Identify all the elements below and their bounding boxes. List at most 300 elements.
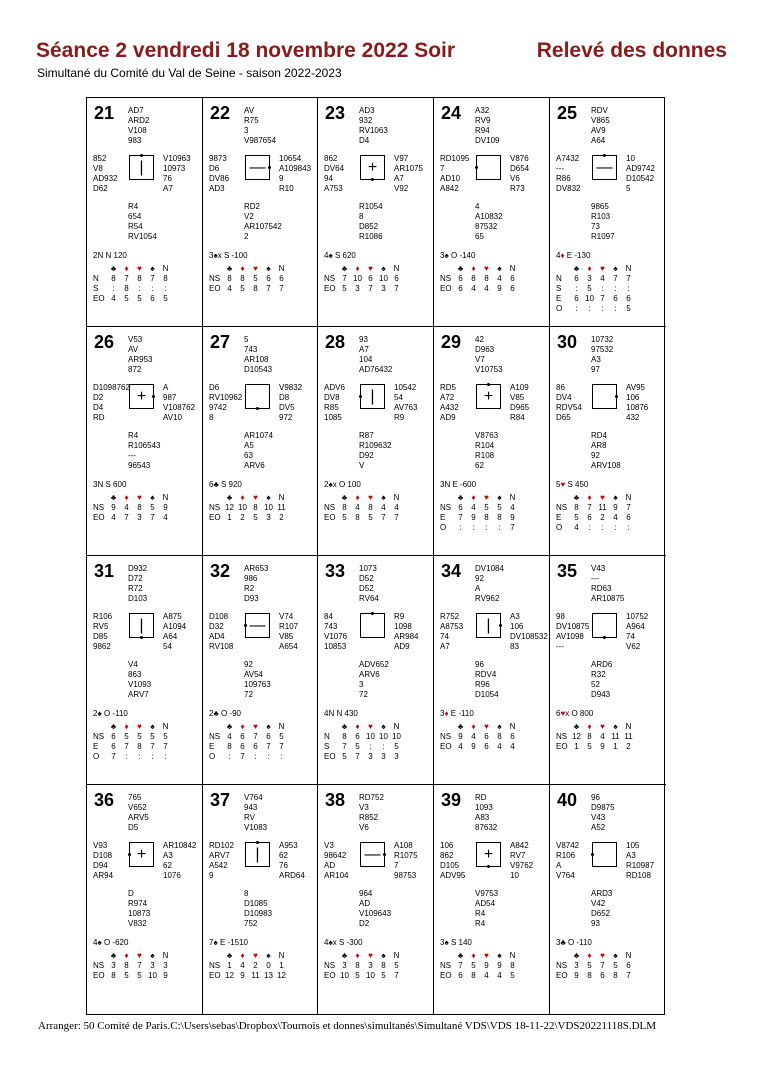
suit-header-symbol: ♦ [240, 264, 245, 273]
tricks-value: 10 [366, 971, 375, 980]
tricks-row [556, 304, 635, 314]
south-suit-holding: ARD6 [591, 660, 613, 669]
suit-header-symbol: ♦ [124, 951, 129, 960]
tricks-value: : [280, 752, 283, 761]
board-number: 25 [557, 103, 578, 123]
tricks-value: 6 [458, 971, 463, 980]
west-hand [556, 841, 579, 881]
suit-header-symbol: ♣ [341, 722, 348, 731]
tricks-table [93, 493, 172, 523]
south-suit-holding: V1093 [128, 680, 152, 689]
vulnerability-mark [593, 385, 616, 408]
suit-header-symbol: N [162, 264, 169, 273]
west-suit-holding: V8742 [556, 841, 580, 850]
suit-header-symbol: ♥ [253, 493, 258, 502]
board-number: 34 [441, 561, 462, 581]
suit-header-symbol: ♥ [253, 722, 258, 731]
tricks-value: 9 [600, 742, 605, 751]
suit-header-symbol: ♦ [240, 493, 245, 502]
tricks-row-label: E [93, 742, 99, 751]
east-suit-holding: 98753 [394, 871, 417, 880]
east-hand [279, 383, 302, 423]
tricks-value: 4 [124, 503, 129, 512]
west-suit-holding: D6 [209, 164, 220, 173]
west-suit-holding: 94 [324, 174, 333, 183]
tricks-row-label: S [556, 284, 562, 293]
board-cell [318, 327, 434, 556]
board-number: 31 [94, 561, 115, 581]
west-suit-holding: RD1095 [440, 154, 470, 163]
tricks-value: 7 [279, 284, 284, 293]
south-hand [128, 431, 160, 471]
tricks-value: 5 [368, 513, 373, 522]
suit-header-symbol: N [162, 951, 169, 960]
east-suit-holding: 10 [510, 871, 519, 880]
tricks-row-label: EO [324, 284, 336, 293]
tricks-header-blank [324, 264, 338, 274]
tricks-value: 3 [266, 513, 271, 522]
tricks-value: 10 [366, 732, 375, 741]
tricks-value: 6 [600, 971, 605, 980]
north-hand [359, 335, 392, 375]
suit-header-symbol: ♠ [150, 722, 155, 731]
tricks-value: 9 [111, 503, 116, 512]
tricks-value: 4 [111, 294, 116, 303]
tricks-value: : [485, 523, 488, 532]
west-hand [440, 841, 465, 881]
tricks-value: 7 [124, 274, 129, 283]
south-suit-holding: --- [128, 451, 136, 460]
north-suit-holding: 96 [591, 793, 600, 802]
suit-header-symbol: ♥ [137, 264, 142, 273]
compass-box [476, 842, 501, 867]
suit-header-symbol: N [625, 493, 632, 502]
tricks-value: 3 [587, 274, 592, 283]
vulnerability-mark: — [596, 159, 613, 176]
suit-header-symbol: ♦ [124, 493, 129, 502]
tricks-row-label: EO [440, 971, 452, 980]
tricks-value: 4 [111, 513, 116, 522]
east-suit-holding: D10542 [626, 174, 655, 183]
east-suit-holding: 54 [163, 642, 172, 651]
par-contract: 2N N 120 [93, 251, 127, 260]
north-suit-holding: V652 [128, 803, 147, 812]
west-hand [440, 612, 463, 652]
west-suit-holding: 9742 [209, 403, 227, 412]
west-suit-holding: RDV54 [556, 403, 582, 412]
north-suit-holding: AR953 [128, 355, 153, 364]
tricks-header [440, 264, 519, 274]
east-hand [626, 612, 648, 652]
west-suit-holding: 84 [324, 612, 333, 621]
west-suit-holding: D65 [556, 413, 571, 422]
east-suit-holding: V85 [510, 393, 525, 402]
tricks-value: 3 [368, 752, 373, 761]
east-hand [394, 612, 418, 652]
tricks-value: 3 [368, 961, 373, 970]
west-suit-holding: R106 [93, 612, 113, 621]
north-suit-holding: AV [244, 106, 255, 115]
north-suit-holding: 986 [244, 574, 258, 583]
east-suit-holding: V6 [510, 174, 520, 183]
suit-header-symbol: ♣ [226, 264, 233, 273]
tricks-header-blank [93, 951, 107, 961]
board-cell [550, 785, 666, 1014]
board-number: 27 [210, 332, 231, 352]
tricks-value: 3 [342, 961, 347, 970]
east-suit-holding: V10963 [163, 154, 191, 163]
board-number: 30 [557, 332, 578, 352]
tricks-value: 9 [484, 961, 489, 970]
tricks-value: : [267, 752, 270, 761]
west-suit-holding: 86 [556, 383, 565, 392]
east-suit-holding: V62 [626, 642, 641, 651]
west-suit-holding: AR94 [93, 871, 114, 880]
tricks-value: : [112, 284, 115, 293]
tricks-value: 12 [225, 503, 234, 512]
tricks-value: 9 [510, 513, 515, 522]
west-suit-holding: A753 [324, 184, 343, 193]
south-suit-holding: D1054 [475, 690, 499, 699]
suit-header-symbol: ♥ [600, 264, 605, 273]
suit-header-symbol: ♠ [497, 264, 502, 273]
suit-header-symbol: ♥ [484, 722, 489, 731]
tricks-value: 5 [150, 732, 155, 741]
tricks-value: 3 [574, 961, 579, 970]
board-number: 23 [325, 103, 346, 123]
board-number: 29 [441, 332, 462, 352]
tricks-row-label: EO [324, 752, 336, 761]
suit-header-symbol: ♦ [355, 951, 360, 960]
west-suit-holding: R86 [556, 174, 571, 183]
east-suit-holding: 987 [163, 393, 177, 402]
tricks-row-label: NS [556, 961, 568, 970]
west-suit-holding: D2 [93, 393, 104, 402]
tricks-row-label: N [324, 732, 330, 741]
compass-box [592, 613, 617, 638]
tricks-value: : [498, 523, 501, 532]
west-suit-holding: A7 [440, 642, 450, 651]
east-hand [510, 841, 533, 881]
tricks-value: 5 [587, 284, 592, 293]
north-suit-holding: V43 [591, 813, 606, 822]
west-hand [324, 612, 347, 652]
par-contract: 3N S 600 [93, 480, 127, 489]
south-suit-holding: 93 [591, 919, 600, 928]
east-suit-holding: AV763 [394, 403, 418, 412]
west-suit-holding: D105 [440, 861, 460, 870]
tricks-row [209, 752, 288, 762]
vulnerability-mark: | [486, 617, 491, 634]
compass-box [476, 155, 501, 180]
west-suit-holding: 9862 [93, 642, 111, 651]
east-suit-holding: A109843 [279, 164, 312, 173]
board-number: 28 [325, 332, 346, 352]
east-suit-holding: 83 [510, 642, 519, 651]
south-suit-holding: R109632 [359, 441, 392, 450]
east-suit-holding: 62 [279, 851, 288, 860]
tricks-header [556, 493, 635, 503]
tricks-table [324, 951, 403, 981]
tricks-row-label: NS [93, 961, 105, 970]
tricks-value: 4 [381, 503, 386, 512]
tricks-value: 8 [471, 971, 476, 980]
tricks-row [209, 971, 288, 981]
north-suit-holding: RV962 [475, 594, 500, 603]
north-suit-holding: 1073 [359, 564, 377, 573]
north-suit-holding: A32 [475, 106, 490, 115]
tricks-value: : [575, 284, 578, 293]
suit-header-symbol: ♣ [573, 951, 580, 960]
north-suit-holding: RD63 [591, 584, 612, 593]
west-hand [440, 154, 469, 194]
tricks-value: 8 [497, 732, 502, 741]
tricks-table [440, 722, 519, 752]
east-suit-holding: A3 [626, 851, 636, 860]
south-hand [475, 889, 498, 929]
tricks-value: 7 [381, 513, 386, 522]
tricks-value: 3 [355, 284, 360, 293]
east-suit-holding: D8 [279, 393, 290, 402]
board-number: 33 [325, 561, 346, 581]
east-suit-holding: A953 [279, 841, 298, 850]
tricks-value: 10 [585, 294, 594, 303]
par-contract: 4♦ E -130 [556, 251, 591, 260]
north-suit-holding: RDV [591, 106, 608, 115]
north-suit-holding: R72 [128, 584, 143, 593]
east-suit-holding: 10542 [394, 383, 417, 392]
suit-header-symbol: ♥ [368, 264, 373, 273]
south-suit-holding: R106543 [128, 441, 161, 450]
north-suit-holding: 87632 [475, 823, 498, 832]
tricks-value: 8 [253, 503, 258, 512]
west-suit-holding: V3 [324, 841, 334, 850]
south-hand [244, 202, 282, 242]
suit-header-symbol: ♥ [484, 951, 489, 960]
east-hand [626, 841, 654, 881]
suit-header-symbol: ♠ [266, 493, 271, 502]
tricks-table [209, 722, 288, 762]
north-suit-holding: 932 [359, 116, 373, 125]
west-hand [209, 154, 229, 194]
west-hand [93, 612, 112, 652]
tricks-row [93, 284, 172, 294]
tricks-value: 7 [342, 742, 347, 751]
suit-header-symbol: ♠ [381, 493, 386, 502]
tricks-table [93, 951, 172, 981]
north-suit-holding: AR108 [244, 355, 269, 364]
compass-box [592, 155, 617, 180]
east-suit-holding: R10987 [626, 861, 655, 870]
tricks-value: 8 [484, 274, 489, 283]
south-suit-holding: R4 [475, 909, 486, 918]
south-suit-holding: V42 [591, 899, 606, 908]
north-hand [475, 564, 504, 604]
east-suit-holding: A109 [510, 383, 529, 392]
tricks-value: 6 [111, 742, 116, 751]
tricks-value: 9 [163, 503, 168, 512]
north-hand [475, 106, 499, 146]
tricks-value: 9 [471, 742, 476, 751]
tricks-value: 6 [510, 274, 515, 283]
east-suit-holding: RD108 [626, 871, 651, 880]
tricks-value: 8 [111, 274, 116, 283]
south-hand [128, 889, 150, 929]
tricks-row [93, 503, 172, 513]
tricks-header [93, 493, 172, 503]
west-suit-holding: 98 [556, 612, 565, 621]
north-suit-holding: ARV5 [128, 813, 149, 822]
tricks-row [324, 742, 403, 752]
par-contract: 3♠ S 140 [440, 938, 472, 947]
north-suit-holding: V3 [359, 803, 369, 812]
tricks-row [209, 742, 288, 752]
west-suit-holding: 9 [209, 871, 214, 880]
suit-header-symbol: ♥ [253, 951, 258, 960]
tricks-row [324, 732, 403, 742]
suit-header-symbol: ♦ [587, 951, 592, 960]
west-suit-holding: 8 [209, 413, 214, 422]
tricks-value: 6 [266, 274, 271, 283]
tricks-row [324, 961, 403, 971]
north-suit-holding: V53 [128, 335, 143, 344]
south-suit-holding: AV54 [244, 670, 263, 679]
tricks-value: : [627, 284, 630, 293]
suit-header-symbol: ♠ [613, 493, 618, 502]
north-hand [591, 564, 624, 604]
tricks-row-label: NS [209, 961, 221, 970]
tricks-value: 8 [124, 961, 129, 970]
tricks-table [209, 493, 288, 523]
tricks-header-blank [556, 951, 570, 961]
east-suit-holding: AV95 [626, 383, 645, 392]
tricks-value: : [627, 523, 630, 532]
south-suit-holding: D1085 [244, 899, 268, 908]
board-cell [318, 785, 434, 1014]
north-suit-holding: ARD2 [128, 116, 150, 125]
tricks-header-blank [209, 493, 223, 503]
south-suit-holding: R4 [475, 919, 486, 928]
tricks-value: 6 [484, 732, 489, 741]
north-suit-holding: 983 [128, 136, 142, 145]
east-suit-holding: A654 [279, 642, 298, 651]
south-suit-holding: 964 [359, 889, 373, 898]
south-suit-holding: 8 [359, 212, 364, 221]
tricks-header [440, 951, 519, 961]
tricks-row [93, 742, 172, 752]
tricks-table [556, 264, 635, 314]
west-suit-holding: DV8 [324, 393, 340, 402]
east-hand [163, 612, 186, 652]
west-hand [440, 383, 459, 423]
tricks-value: 6 [240, 732, 245, 741]
east-suit-holding: R9 [394, 612, 405, 621]
tricks-row-label: O [556, 304, 563, 313]
west-suit-holding: 852 [93, 154, 107, 163]
tricks-value: 5 [381, 971, 386, 980]
tricks-value: 2 [279, 513, 284, 522]
board-number: 35 [557, 561, 578, 581]
tricks-value: 6 [510, 284, 515, 293]
tricks-value: 7 [600, 961, 605, 970]
suit-header-symbol: ♦ [587, 264, 592, 273]
tricks-value: 12 [277, 971, 286, 980]
suit-header-symbol: ♣ [226, 493, 233, 502]
tricks-value: 5 [163, 732, 168, 741]
suit-header-symbol: ♥ [368, 722, 373, 731]
suit-header-symbol: ♣ [341, 951, 348, 960]
north-suit-holding: AV [128, 345, 139, 354]
compass-box [129, 384, 154, 409]
tricks-row-label: EO [556, 742, 568, 751]
tricks-value: 7 [510, 523, 515, 532]
tricks-value: : [614, 284, 617, 293]
tricks-value: 4 [458, 742, 463, 751]
vulnerability-mark: | [370, 388, 375, 405]
east-hand [510, 154, 529, 194]
west-suit-holding: RD [93, 413, 105, 422]
east-suit-holding: V108762 [163, 403, 196, 412]
tricks-row [209, 503, 288, 513]
tricks-row [93, 752, 172, 762]
tricks-row [440, 274, 519, 284]
west-suit-holding: D4 [93, 403, 104, 412]
east-suit-holding: 76 [279, 861, 288, 870]
tricks-value: 6 [368, 274, 373, 283]
north-suit-holding: 97 [591, 365, 600, 374]
board-cell [434, 556, 550, 785]
east-hand [279, 154, 311, 194]
suit-header-symbol: ♦ [124, 264, 129, 273]
tricks-row [556, 742, 635, 752]
south-hand [244, 889, 272, 929]
east-suit-holding: A3 [163, 851, 173, 860]
tricks-table [324, 264, 403, 294]
south-suit-holding: AD [359, 899, 371, 908]
tricks-header-blank [440, 951, 454, 961]
suit-header-symbol: ♦ [471, 264, 476, 273]
east-suit-holding: AD9 [394, 642, 410, 651]
tricks-row-label: O [93, 752, 100, 761]
tricks-value: 5 [497, 503, 502, 512]
tricks-value: 7 [163, 742, 168, 751]
tricks-header-blank [209, 722, 223, 732]
tricks-value: 7 [240, 752, 245, 761]
south-suit-holding: R4 [128, 202, 139, 211]
north-suit-holding: V987654 [244, 136, 277, 145]
east-suit-holding: V9832 [279, 383, 303, 392]
north-suit-holding: AR653 [244, 564, 269, 573]
tricks-row-label: NS [440, 274, 452, 283]
tricks-value: : [575, 304, 578, 313]
west-suit-holding: RD5 [440, 383, 457, 392]
tricks-value: 7 [266, 742, 271, 751]
compass-box [129, 613, 154, 638]
south-suit-holding: V8763 [475, 431, 499, 440]
north-suit-holding: 765 [128, 793, 142, 802]
tricks-value: 11 [251, 971, 260, 980]
tricks-value: : [472, 523, 475, 532]
north-suit-holding: RV9 [475, 116, 491, 125]
tricks-header [324, 951, 403, 961]
vulnerability-mark: + [136, 388, 147, 405]
tricks-header [324, 493, 403, 503]
south-suit-holding: D943 [591, 690, 611, 699]
par-contract: 6♣ S 920 [209, 480, 242, 489]
suit-header-symbol: ♣ [457, 264, 464, 273]
north-suit-holding: AR10875 [591, 594, 625, 603]
compass-box [245, 613, 270, 638]
